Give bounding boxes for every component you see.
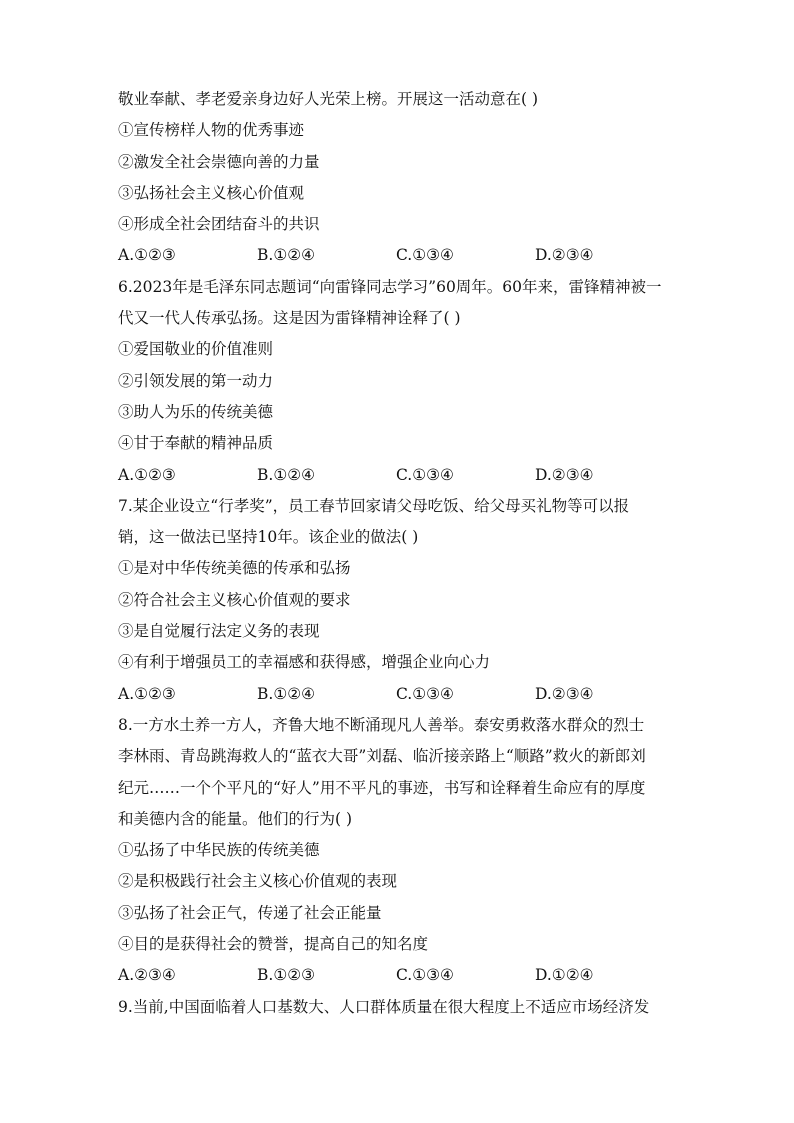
option-b: B.①②③ — [257, 966, 316, 985]
statement-3: ③弘扬社会主义核心价值观 — [118, 183, 305, 202]
answer-options — [118, 679, 678, 710]
question-stem-line: 9.当前,中国面临着人口基数大、人口群体质量在很大程度上不适应市场经济发 — [118, 997, 650, 1016]
option-b: B.①②④ — [257, 684, 316, 703]
option-c: C.①③④ — [396, 966, 454, 985]
statement-2: ②激发全社会崇德向善的力量 — [118, 152, 320, 171]
option-d: D.②③④ — [535, 465, 594, 484]
question-stem-line: 纪元……一个个平凡的“好人”用不平凡的事迹，书写和诠释着生命应有的厚度 — [118, 778, 646, 797]
option-a: A.①②③ — [118, 246, 176, 265]
question-5 — [118, 84, 678, 272]
statement-2: ②符合社会主义核心价值观的要求 — [118, 590, 351, 609]
statement-2: ②引领发展的第一动力 — [118, 371, 274, 390]
statement-4: ④有利于增强员工的幸福感和获得感，增强企业向心力 — [118, 653, 491, 672]
statement-3: ③助人为乐的传统美德 — [118, 402, 274, 421]
statement-4: ④形成全社会团结奋斗的共识 — [118, 215, 320, 234]
answer-options — [118, 460, 678, 491]
option-a: A.①②③ — [118, 465, 176, 484]
question-stem-line: 6.2023年是毛泽东同志题词“向雷锋同志学习”60周年。60年来，雷锋精神被一 — [118, 277, 662, 296]
question-stem-line: 和美德内含的能量。他们的行为( ) — [118, 809, 353, 828]
statement-1: ①是对中华传统美德的传承和弘扬 — [118, 559, 351, 578]
question-stem-line: 敬业奉献、孝老爱亲身边好人光荣上榜。开展这一活动意在( ) — [118, 90, 539, 108]
option-a: A.②③④ — [118, 966, 176, 985]
statement-4: ④甘于奉献的精神品质 — [118, 434, 274, 453]
answer-options — [118, 960, 678, 991]
option-b: B.①②④ — [257, 246, 316, 265]
option-c: C.①③④ — [396, 465, 454, 484]
question-6 — [118, 272, 678, 491]
answer-options — [118, 240, 678, 271]
question-8 — [118, 710, 678, 992]
option-c: C.①③④ — [396, 684, 454, 703]
question-9 — [118, 992, 678, 1023]
option-b: B.①②④ — [257, 465, 316, 484]
option-c: C.①③④ — [396, 246, 454, 265]
option-d: D.②③④ — [535, 246, 594, 265]
option-a: A.①②③ — [118, 684, 176, 703]
question-stem-line: 7.某企业设立“行孝奖”，员工春节回家请父母吃饭、给父母买礼物等可以报 — [118, 496, 630, 515]
option-d: D.②③④ — [535, 684, 594, 703]
statement-4: ④目的是获得社会的赞誉，提高自己的知名度 — [118, 935, 429, 954]
statement-1: ①宣传榜样人物的优秀事迹 — [118, 121, 305, 140]
statement-1: ①爱国敬业的价值准则 — [118, 340, 274, 359]
statement-2: ②是积极践行社会主义核心价值观的表现 — [118, 872, 398, 891]
option-d: D.①②④ — [535, 966, 594, 985]
question-list — [118, 84, 678, 1023]
question-stem-line: 代又一代人传承弘扬。这是因为雷锋精神诠释了( ) — [118, 309, 461, 328]
statement-3: ③弘扬了社会正气，传递了社会正能量 — [118, 903, 382, 922]
statement-3: ③是自觉履行法定义务的表现 — [118, 622, 320, 641]
question-7 — [118, 491, 678, 710]
question-stem-line: 8.一方水土养一方人，齐鲁大地不断涌现凡人善举。泰安勇救落水群众的烈士 — [118, 715, 645, 734]
question-stem-line: 销，这一做法已坚持10年。该企业的做法( ) — [118, 528, 419, 547]
statement-1: ①弘扬了中华民族的传统美德 — [118, 841, 320, 860]
question-stem-line: 李林雨、青岛跳海救人的“蓝衣大哥”刘磊、临沂接亲路上“顺路”救火的新郎刘 — [118, 747, 646, 766]
